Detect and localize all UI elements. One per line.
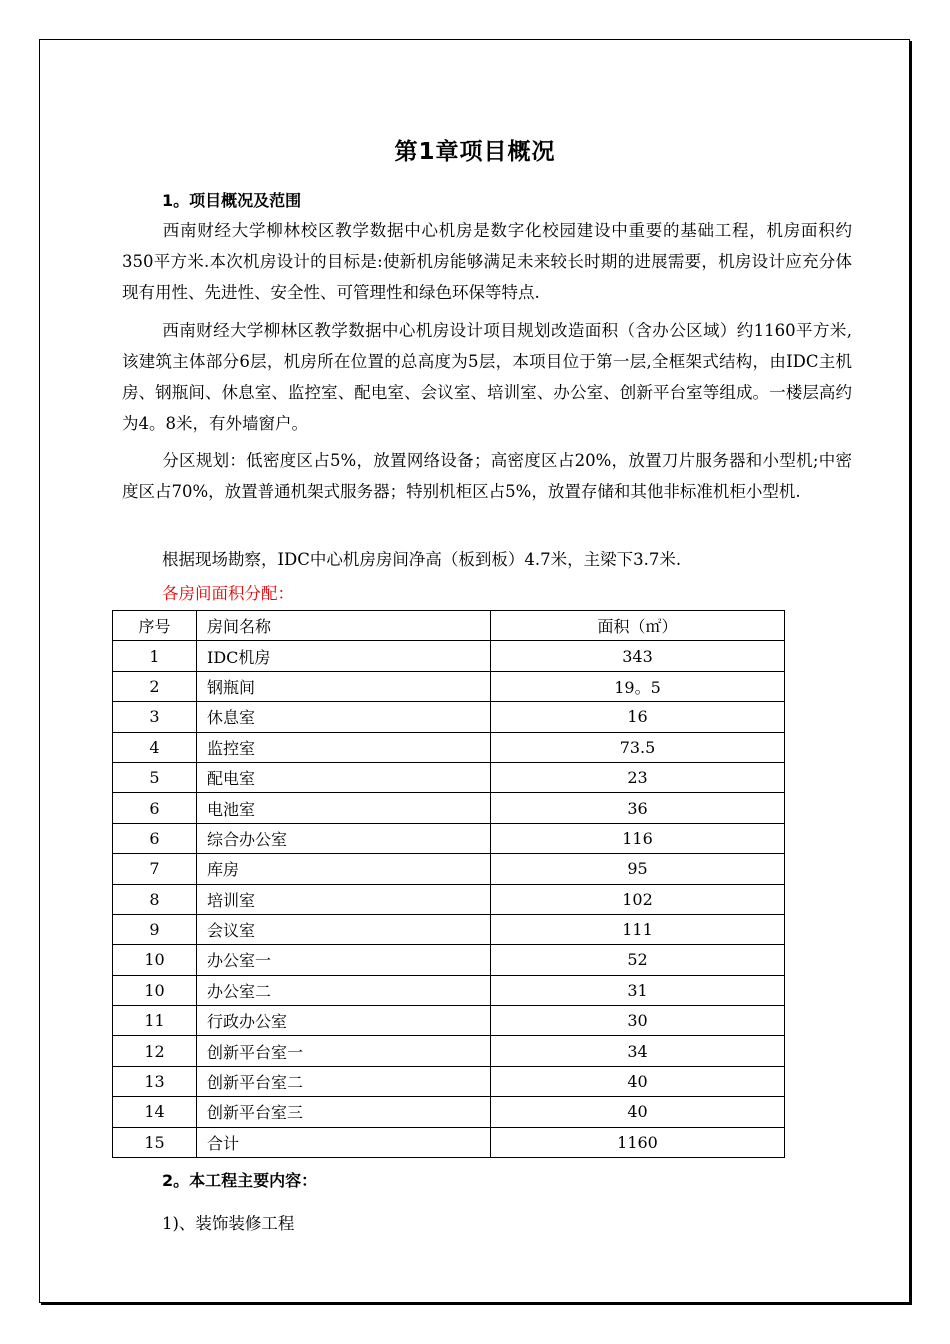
row-index: 14	[113, 1097, 197, 1127]
row-index: 10	[113, 945, 197, 975]
table-row	[113, 1036, 785, 1066]
row-room-name: 配电室	[197, 762, 491, 792]
table-row	[113, 1066, 785, 1096]
paragraph-4	[122, 544, 852, 575]
row-area: 111	[491, 914, 785, 944]
row-room-name: 创新平台室一	[197, 1036, 491, 1066]
row-area: 95	[491, 854, 785, 884]
row-index: 10	[113, 975, 197, 1005]
row-room-name: 库房	[197, 854, 491, 884]
table-row	[113, 975, 785, 1005]
row-index: 3	[113, 702, 197, 732]
header-area: 面积（㎡）	[491, 611, 785, 641]
section-1-heading: 1。项目概况及范围	[162, 191, 302, 210]
row-area: 40	[491, 1066, 785, 1096]
row-room-name: 监控室	[197, 732, 491, 762]
table-row	[113, 1127, 785, 1157]
row-area: 30	[491, 1006, 785, 1036]
row-index: 4	[113, 732, 197, 762]
row-room-name: 办公室一	[197, 945, 491, 975]
table-row	[113, 945, 785, 975]
table-body	[113, 641, 785, 1158]
row-room-name: 电池室	[197, 793, 491, 823]
room-area-table	[112, 610, 785, 1158]
row-area: 34	[491, 1036, 785, 1066]
row-room-name: 办公室二	[197, 975, 491, 1005]
row-area: 40	[491, 1097, 785, 1127]
table-row	[113, 884, 785, 914]
row-index: 5	[113, 762, 197, 792]
row-area: 116	[491, 823, 785, 853]
paragraph-1-text: 西南财经大学柳林校区教学数据中心机房是数字化校园建设中重要的基础工程，机房面积约350平方米.本次机房设计的目标是:使新机房能够满足未来较长时期的进展需要，机房设计应充分体现有用性、先进性、安全性、可管理性和绿色环保等特点.	[122, 221, 852, 302]
table-caption: 各房间面积分配：	[162, 584, 294, 603]
row-area: 16	[491, 702, 785, 732]
row-room-name: 合计	[197, 1127, 491, 1157]
row-area: 343	[491, 641, 785, 671]
row-index: 12	[113, 1036, 197, 1066]
row-index: 8	[113, 884, 197, 914]
row-room-name: 会议室	[197, 914, 491, 944]
table-row	[113, 702, 785, 732]
row-area: 19。5	[491, 671, 785, 701]
chapter-title: 第1章项目概况	[394, 139, 556, 165]
row-index: 1	[113, 641, 197, 671]
table-row	[113, 1006, 785, 1036]
table-row	[113, 732, 785, 762]
section-2-item-1: 1)、装饰装修工程	[162, 1214, 295, 1233]
paragraph-2	[122, 315, 852, 439]
row-index: 13	[113, 1066, 197, 1096]
row-area: 1160	[491, 1127, 785, 1157]
row-index: 6	[113, 793, 197, 823]
table-row	[113, 823, 785, 853]
row-index: 9	[113, 914, 197, 944]
row-room-name: IDC机房	[197, 641, 491, 671]
table-row	[113, 762, 785, 792]
row-index: 2	[113, 671, 197, 701]
section-2-heading: 2。本工程主要内容：	[162, 1171, 318, 1190]
row-index: 15	[113, 1127, 197, 1157]
row-room-name: 创新平台室三	[197, 1097, 491, 1127]
table-row	[113, 793, 785, 823]
row-room-name: 休息室	[197, 702, 491, 732]
table-row	[113, 854, 785, 884]
paragraph-3	[122, 445, 852, 507]
row-area: 23	[491, 762, 785, 792]
paragraph-2-text: 西南财经大学柳林区教学数据中心机房设计项目规划改造面积（含办公区域）约1160平方米,该建筑主体部分6层，机房所在位置的总高度为5层，本项目位于第一层,全框架式结构，由IDC主机房、钢瓶间、休息室、监控室、配电室、会议室、培训室、办公室、创新平台室等组成。一楼层高约为4。8米，有外墙窗户。	[122, 321, 852, 433]
row-area: 73.5	[491, 732, 785, 762]
table-row	[113, 914, 785, 944]
table-row	[113, 641, 785, 671]
row-room-name: 行政办公室	[197, 1006, 491, 1036]
row-room-name: 创新平台室二	[197, 1066, 491, 1096]
table-row	[113, 671, 785, 701]
table-header-row	[113, 611, 785, 641]
row-index: 6	[113, 823, 197, 853]
row-index: 11	[113, 1006, 197, 1036]
row-room-name: 综合办公室	[197, 823, 491, 853]
row-area: 52	[491, 945, 785, 975]
row-index: 7	[113, 854, 197, 884]
header-room-name: 房间名称	[197, 611, 491, 641]
row-area: 31	[491, 975, 785, 1005]
row-area: 36	[491, 793, 785, 823]
paragraph-4-text: 根据现场勘察，IDC中心机房房间净高（板到板）4.7米，主梁下3.7米.	[162, 550, 682, 569]
header-index: 序号	[113, 611, 197, 641]
row-room-name: 钢瓶间	[197, 671, 491, 701]
table-row	[113, 1097, 785, 1127]
paragraph-3-text: 分区规划：低密度区占5%，放置网络设备；高密度区占20%，放置刀片服务器和小型机;中密度区占70%，放置普通机架式服务器；特别机柜区占5%，放置存储和其他非标准机柜小型机.	[122, 451, 852, 501]
row-room-name: 培训室	[197, 884, 491, 914]
paragraph-1	[122, 215, 852, 308]
row-area: 102	[491, 884, 785, 914]
